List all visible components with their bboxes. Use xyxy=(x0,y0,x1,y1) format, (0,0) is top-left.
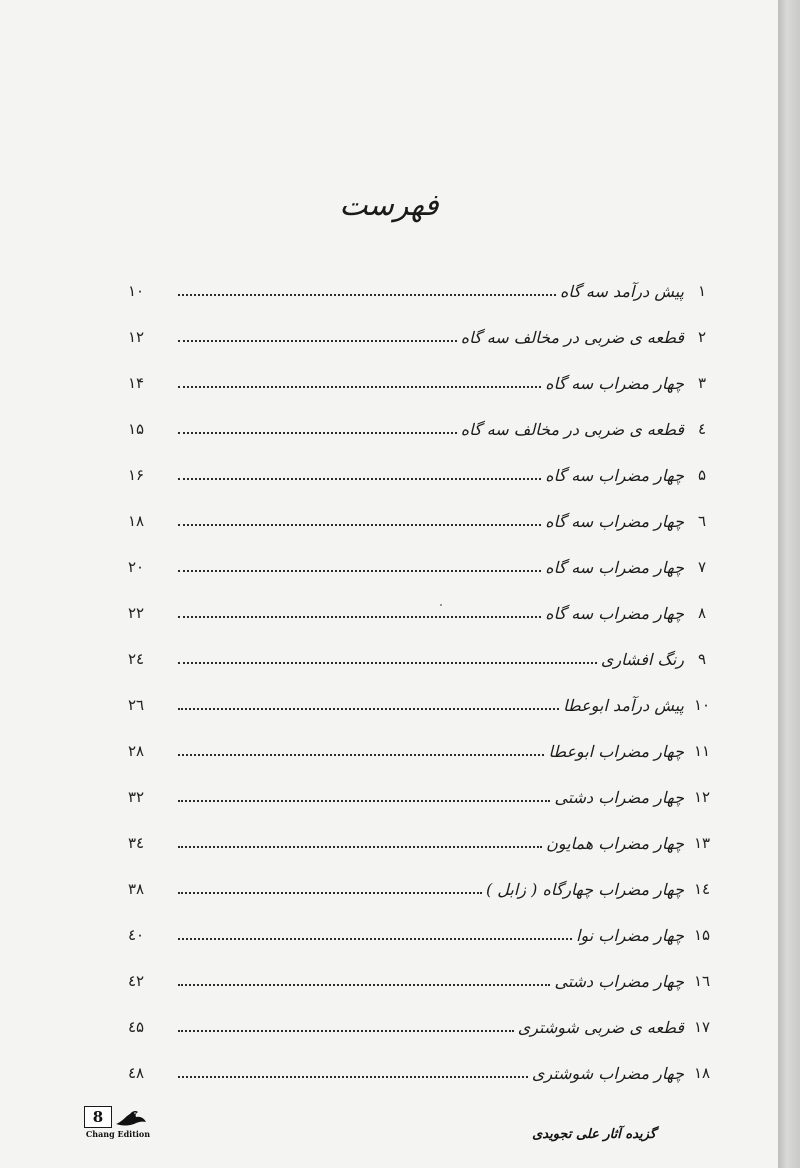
dot-leader xyxy=(178,708,559,710)
toc-entry xyxy=(128,958,714,1004)
dot-leader xyxy=(178,662,597,664)
toc-entry-title: پیش درآمد ابوعطا xyxy=(563,695,684,715)
page-edge xyxy=(778,0,800,1168)
toc-entry-number: ۱۱ xyxy=(693,742,711,760)
publisher-logo xyxy=(78,1106,158,1142)
dot-leader xyxy=(178,754,544,756)
toc-entry-number: ۷ xyxy=(697,558,707,576)
toc-entry-title: چهار مضراب ابوعطا xyxy=(548,741,684,761)
toc-entry-title: قطعه ی ضربی شوشتری xyxy=(517,1017,684,1037)
toc-entry-title: چهار مضراب نوا xyxy=(576,925,684,945)
toc-entry-page: ۲٦ xyxy=(128,696,145,714)
toc-entry-page: ۳۸ xyxy=(128,880,145,898)
dot-leader xyxy=(178,800,550,802)
toc-entry-page: ۱۰ xyxy=(128,282,145,300)
dot-leader xyxy=(178,432,457,434)
toc-entry xyxy=(128,360,714,406)
toc-entry xyxy=(128,866,714,912)
toc-entry-number: ۱۲ xyxy=(693,788,711,806)
toc-entry-page: ۱۴ xyxy=(128,374,145,392)
toc-entry-number: ۱۳ xyxy=(693,834,711,852)
dot-leader xyxy=(178,340,457,342)
toc-entry-title: چهار مضراب شوشتری xyxy=(531,1063,684,1083)
toc-entry-number: ۱۸ xyxy=(693,1064,711,1082)
toc-entry-title: چهار مضراب سه گاه xyxy=(545,465,684,485)
toc-entry-page: ٤۸ xyxy=(128,1064,145,1082)
page-title: فهرست xyxy=(339,188,439,223)
dot-leader xyxy=(178,524,541,526)
dot-leader xyxy=(178,1030,514,1032)
toc-entry-title: رنگ افشاری xyxy=(600,649,684,669)
toc-entry-page: ٤۵ xyxy=(128,1018,145,1036)
toc-entry xyxy=(128,912,714,958)
toc-entry-title: چهار مضراب چهارگاه ( زابل ) xyxy=(485,879,684,899)
toc-entry-title: چهار مضراب سه گاه xyxy=(545,603,684,623)
toc-entry xyxy=(128,636,714,682)
toc-entry-page: ۲۸ xyxy=(128,742,145,760)
toc-entry-number: ۲ xyxy=(697,328,707,346)
dot-leader xyxy=(178,478,541,480)
toc-entry-number: ٤ xyxy=(697,420,707,438)
dot-leader xyxy=(178,616,541,618)
toc-entry-page: ۳٤ xyxy=(128,834,145,852)
toc-entry-title: چهار مضراب همایون xyxy=(546,833,684,853)
dot-leader xyxy=(178,984,550,986)
dot-leader xyxy=(178,938,572,940)
toc-entry-number: ٦ xyxy=(697,512,707,530)
toc-entry xyxy=(128,1004,714,1050)
page-number: 8 xyxy=(84,1106,112,1128)
toc-entry-title: چهار مضراب سه گاه xyxy=(545,373,684,393)
bird-icon xyxy=(114,1108,148,1128)
dot-leader xyxy=(178,294,556,296)
dot-leader xyxy=(178,386,541,388)
toc-entry-number: ۱۵ xyxy=(693,926,711,944)
dot-leader xyxy=(178,570,541,572)
toc-entry-page: ۱۸ xyxy=(128,512,145,530)
toc-entry-number: ۱۷ xyxy=(693,1018,711,1036)
table-of-contents xyxy=(128,268,714,1096)
toc-entry-number: ۳ xyxy=(697,374,707,392)
toc-entry-number: ۱٤ xyxy=(693,880,711,898)
toc-entry xyxy=(128,820,714,866)
toc-entry-number: ۹ xyxy=(697,650,707,668)
toc-entry xyxy=(128,1050,714,1096)
dot-leader xyxy=(178,892,482,894)
toc-entry xyxy=(128,406,714,452)
toc-entry-title: چهار مضراب سه گاه xyxy=(545,557,684,577)
toc-entry-title: چهار مضراب دشتی xyxy=(554,787,684,807)
toc-entry-number: ۵ xyxy=(697,466,707,484)
toc-entry-page: ۲٤ xyxy=(128,650,145,668)
toc-entry-number: ۱ xyxy=(697,282,707,300)
toc-entry-title: چهار مضراب سه گاه xyxy=(545,511,684,531)
toc-entry xyxy=(128,544,714,590)
book-title-footer: گزیده آثار علی تجویدی xyxy=(532,1127,656,1142)
toc-entry-number: ۸ xyxy=(697,604,707,622)
toc-entry xyxy=(128,452,714,498)
toc-entry xyxy=(128,498,714,544)
toc-entry-title: پیش درآمد سه گاه xyxy=(559,281,684,301)
paper-speck xyxy=(440,604,442,606)
publisher-name: Chang Edition xyxy=(85,1129,151,1139)
toc-entry xyxy=(128,682,714,728)
toc-entry-page: ٤۲ xyxy=(128,972,145,990)
dot-leader xyxy=(178,846,542,848)
toc-entry-page: ۲۲ xyxy=(128,604,145,622)
toc-entry xyxy=(128,590,714,636)
toc-entry-number: ۱۰ xyxy=(693,696,711,714)
toc-entry-page: ۱۵ xyxy=(128,420,145,438)
toc-entry xyxy=(128,728,714,774)
toc-entry-title: قطعه ی ضربی در مخالف سه گاه xyxy=(460,327,684,347)
toc-entry-page: ۱۶ xyxy=(128,466,145,484)
toc-entry xyxy=(128,314,714,360)
toc-entry-page: ٤۰ xyxy=(128,926,145,944)
toc-entry xyxy=(128,774,714,820)
toc-entry-page: ۲۰ xyxy=(128,558,145,576)
toc-entry xyxy=(128,268,714,314)
toc-entry-page: ۳۲ xyxy=(128,788,145,806)
toc-entry-title: چهار مضراب دشتی xyxy=(554,971,684,991)
toc-entry-number: ۱٦ xyxy=(693,972,711,990)
dot-leader xyxy=(178,1076,528,1078)
toc-entry-page: ۱۲ xyxy=(128,328,145,346)
toc-entry-title: قطعه ی ضربی در مخالف سه گاه xyxy=(460,419,684,439)
